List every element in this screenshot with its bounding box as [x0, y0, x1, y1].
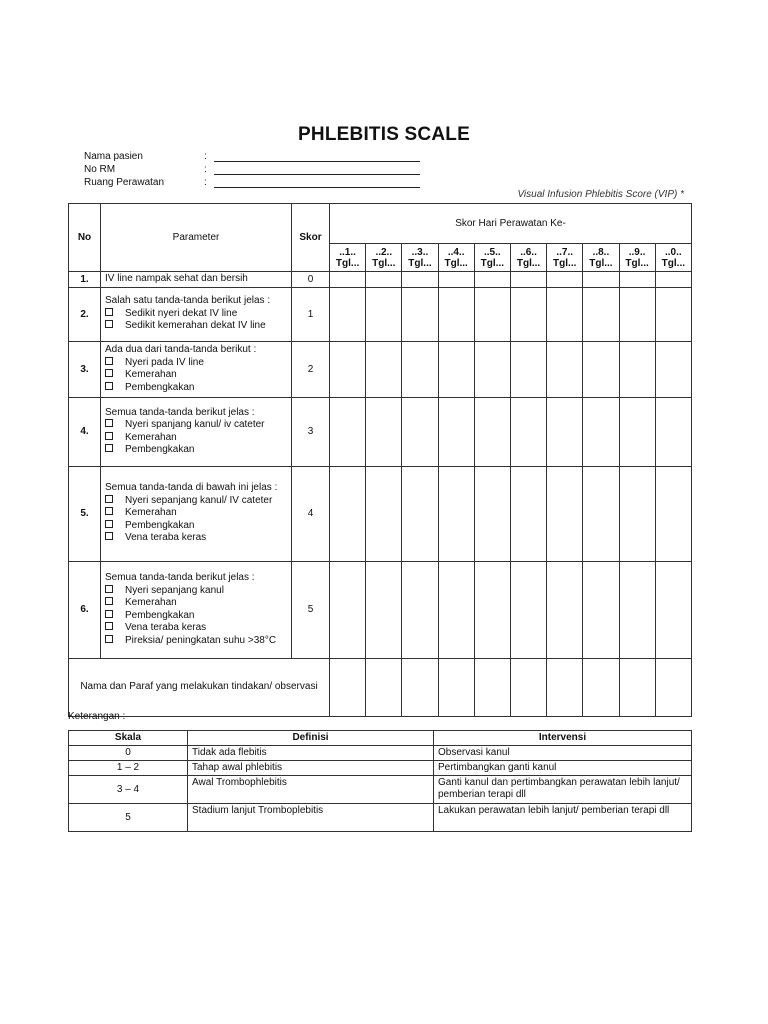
score-entry-cell[interactable]	[402, 341, 438, 397]
skor-cell: 4	[292, 466, 330, 561]
legend-intervensi: Lakukan perawatan lebih lanjut/ pemberian terapi dll	[434, 804, 692, 832]
score-entry-cell[interactable]	[510, 561, 546, 658]
signature-entry-cell[interactable]	[438, 658, 474, 716]
signature-entry-cell[interactable]	[474, 658, 510, 716]
checkbox-icon[interactable]	[105, 308, 113, 316]
day-date: Tgl...	[661, 257, 686, 269]
score-entry-cell[interactable]	[510, 397, 546, 466]
parameter-item	[105, 382, 287, 395]
day-date: Tgl...	[553, 257, 577, 269]
checkbox-icon[interactable]	[105, 419, 113, 427]
vip-note: Visual Infusion Phlebitis Score (VIP) *	[517, 189, 684, 200]
score-entry-cell[interactable]	[510, 287, 546, 341]
parameter-item-text: Kemerahan	[125, 597, 177, 608]
legend-skala: 0	[69, 746, 188, 761]
parameter-cell	[101, 466, 292, 561]
row-number: 1.	[69, 272, 101, 288]
score-entry-cell[interactable]	[583, 287, 619, 341]
score-entry-cell[interactable]	[438, 272, 474, 288]
signature-row	[69, 658, 692, 716]
score-entry-cell[interactable]	[655, 466, 691, 561]
legend-skala: 1 – 2	[69, 761, 188, 776]
day-number: ..0..	[665, 246, 682, 258]
parameter-item-text: Sedikit kemerahan dekat IV line	[125, 320, 266, 332]
score-entry-cell[interactable]	[474, 341, 510, 397]
parameter-item	[105, 357, 287, 370]
parameter-item	[105, 444, 287, 457]
day-header-cell	[583, 244, 619, 272]
fill-line[interactable]	[214, 187, 420, 188]
day-date: Tgl...	[480, 257, 505, 269]
field-nama-pasien: Nama pasien :	[84, 150, 212, 163]
parameter-item-text: Pembengkakan	[125, 381, 195, 393]
score-entry-cell[interactable]	[619, 397, 655, 466]
score-entry-cell[interactable]	[619, 466, 655, 561]
legend-definisi: Awal Trombophlebitis	[188, 776, 434, 804]
score-body	[69, 272, 692, 717]
day-date: Tgl...	[444, 257, 468, 269]
day-header-cell	[438, 244, 474, 272]
parameter-item	[105, 320, 287, 333]
legend-row	[69, 776, 692, 804]
checkbox-icon[interactable]	[105, 585, 113, 593]
parameter-item-text: Nyeri sepanjang kanul/ IV cateter	[125, 494, 273, 506]
table-row	[69, 561, 692, 658]
score-entry-cell[interactable]	[547, 287, 583, 341]
parameter-item-text: Pembengkakan	[125, 444, 195, 455]
legend-row	[69, 761, 692, 776]
score-entry-cell[interactable]	[438, 561, 474, 658]
score-entry-cell[interactable]	[402, 397, 438, 466]
signature-entry-cell[interactable]	[510, 658, 546, 716]
day-date: Tgl...	[589, 257, 613, 269]
day-header-cell	[402, 244, 438, 272]
score-entry-cell[interactable]	[474, 272, 510, 288]
parameter-item	[105, 369, 287, 382]
skor-cell: 2	[292, 341, 330, 397]
legend-skala: 5	[69, 804, 188, 832]
parameter-intro: Semua tanda-tanda berikut jelas :	[105, 572, 255, 583]
score-entry-cell[interactable]	[619, 272, 655, 288]
signature-entry-cell[interactable]	[366, 658, 402, 716]
score-entry-cell[interactable]	[583, 341, 619, 397]
header-days: Skor Hari Perawatan Ke-	[330, 204, 692, 244]
parameter-item	[105, 495, 287, 508]
score-entry-cell[interactable]	[655, 341, 691, 397]
parameter-cell	[101, 287, 292, 341]
skor-cell: 0	[292, 272, 330, 288]
checkbox-icon[interactable]	[105, 369, 113, 377]
day-date: Tgl...	[408, 257, 432, 269]
checkbox-icon[interactable]	[105, 357, 113, 365]
parameter-item	[105, 532, 287, 545]
checkbox-icon[interactable]	[105, 635, 113, 643]
checkbox-icon[interactable]	[105, 532, 113, 540]
row-number: 4.	[69, 397, 101, 466]
parameter-item-text: Pembengkakan	[125, 519, 195, 531]
score-entry-cell[interactable]	[655, 397, 691, 466]
checkbox-icon[interactable]	[105, 520, 113, 528]
parameter-item-text: Kemerahan	[125, 507, 177, 519]
score-entry-cell[interactable]	[474, 466, 510, 561]
day-number: ..3..	[411, 246, 429, 258]
score-entry-cell[interactable]	[510, 341, 546, 397]
legend-definisi: Tidak ada flebitis	[188, 746, 434, 761]
fill-line[interactable]	[214, 161, 420, 162]
field-label: Nama pasien	[84, 151, 143, 162]
parameter-item	[105, 610, 287, 623]
legend-row	[69, 746, 692, 761]
score-entry-cell[interactable]	[330, 397, 366, 466]
checkbox-icon[interactable]	[105, 622, 113, 630]
table-row	[69, 287, 692, 341]
score-entry-cell[interactable]	[438, 466, 474, 561]
day-number: ..1..	[339, 246, 356, 258]
parameter-item-text: Kemerahan	[125, 431, 177, 443]
parameter-cell	[101, 272, 292, 288]
score-entry-cell[interactable]	[366, 397, 402, 466]
parameter-item	[105, 597, 287, 610]
score-entry-cell[interactable]	[330, 466, 366, 561]
parameter-item	[105, 520, 287, 533]
parameter-item-text: Pireksia/ peningkatan suhu >38°C	[125, 634, 277, 646]
day-header-cell	[619, 244, 655, 272]
parameter-item	[105, 622, 287, 635]
table-row	[69, 397, 692, 466]
score-entry-cell[interactable]	[438, 341, 474, 397]
day-header-cell	[366, 244, 402, 272]
day-header-cell	[474, 244, 510, 272]
day-number: ..6..	[520, 246, 537, 258]
day-number: ..4..	[447, 246, 465, 258]
parameter-item-text: Nyeri sepanjang kanul	[125, 584, 224, 596]
day-header-cell	[547, 244, 583, 272]
legend-definisi: Stadium lanjut Tromboplebitis	[188, 804, 434, 832]
checkbox-icon[interactable]	[105, 610, 113, 618]
parameter-intro: Semua tanda-tanda berikut jelas :	[105, 406, 255, 418]
parameter-intro: IV line nampak sehat dan bersih	[105, 273, 248, 284]
score-entry-cell[interactable]	[547, 466, 583, 561]
day-date: Tgl...	[625, 257, 649, 269]
score-entry-cell[interactable]	[547, 272, 583, 288]
row-number: 5.	[69, 466, 101, 561]
parameter-item	[105, 507, 287, 520]
table-row	[69, 341, 692, 397]
field-label: Ruang Perawatan	[84, 177, 165, 188]
signature-entry-cell[interactable]	[655, 658, 691, 716]
row-number: 3.	[69, 341, 101, 397]
checkbox-icon[interactable]	[105, 507, 113, 515]
score-entry-cell[interactable]	[402, 272, 438, 288]
score-entry-cell[interactable]	[655, 561, 691, 658]
signature-entry-cell[interactable]	[547, 658, 583, 716]
score-entry-cell[interactable]	[583, 397, 619, 466]
legend-header-skala: Skala	[69, 731, 188, 746]
header-parameter: Parameter	[101, 204, 292, 272]
day-number: ..7..	[556, 246, 574, 258]
score-entry-cell[interactable]	[510, 466, 546, 561]
score-entry-cell[interactable]	[330, 561, 366, 658]
day-date: Tgl...	[516, 257, 541, 269]
score-entry-cell[interactable]	[583, 272, 619, 288]
parameter-intro: Salah satu tanda-tanda berikut jelas :	[105, 295, 271, 307]
checkbox-icon[interactable]	[105, 597, 113, 605]
skor-cell: 5	[292, 561, 330, 658]
day-header-cell	[510, 244, 546, 272]
parameter-item	[105, 432, 287, 445]
score-entry-cell[interactable]	[474, 287, 510, 341]
day-number: ..5..	[484, 246, 501, 258]
field-ruang-perawatan: Ruang Perawatan :	[84, 176, 212, 189]
checkbox-icon[interactable]	[105, 432, 113, 440]
parameter-item	[105, 635, 287, 648]
parameter-item-text: Vena teraba keras	[125, 622, 207, 633]
score-entry-cell[interactable]	[402, 287, 438, 341]
parameter-item-text: Vena teraba keras	[125, 532, 207, 544]
score-entry-cell[interactable]	[438, 287, 474, 341]
legend-header-intervensi: Intervensi	[434, 731, 692, 746]
legend-header-definisi: Definisi	[188, 731, 434, 746]
header-skor: Skor	[292, 204, 330, 272]
day-number: ..9..	[628, 246, 646, 258]
score-entry-cell[interactable]	[438, 397, 474, 466]
day-date: Tgl...	[335, 257, 360, 269]
phlebitis-score-table	[68, 203, 692, 717]
score-entry-cell[interactable]	[402, 561, 438, 658]
signature-entry-cell[interactable]	[402, 658, 438, 716]
score-entry-cell[interactable]	[583, 561, 619, 658]
field-no-rm: No RM :	[84, 163, 212, 176]
score-entry-cell[interactable]	[547, 341, 583, 397]
day-date: Tgl...	[372, 257, 396, 269]
parameter-cell	[101, 561, 292, 658]
score-entry-cell[interactable]	[330, 272, 366, 288]
score-entry-cell[interactable]	[474, 561, 510, 658]
score-entry-cell[interactable]	[655, 272, 691, 288]
skor-cell: 3	[292, 397, 330, 466]
keterangan-label: Keterangan :	[68, 711, 126, 722]
checkbox-icon[interactable]	[105, 444, 113, 452]
legend-body	[69, 746, 692, 832]
score-entry-cell[interactable]	[510, 272, 546, 288]
signature-entry-cell[interactable]	[583, 658, 619, 716]
parameter-item	[105, 419, 287, 432]
score-entry-cell[interactable]	[474, 397, 510, 466]
parameter-cell	[101, 341, 292, 397]
signature-entry-cell[interactable]	[330, 658, 366, 716]
day-header-cell	[655, 244, 691, 272]
field-label: No RM	[84, 164, 116, 175]
parameter-item-text: Nyeri pada IV line	[125, 356, 204, 368]
score-entry-cell[interactable]	[366, 561, 402, 658]
parameter-cell	[101, 397, 292, 466]
score-entry-cell[interactable]	[366, 466, 402, 561]
legend-skala: 3 – 4	[69, 776, 188, 804]
score-entry-cell[interactable]	[330, 341, 366, 397]
legend-table	[68, 730, 692, 832]
score-entry-cell[interactable]	[330, 287, 366, 341]
score-entry-cell[interactable]	[547, 397, 583, 466]
parameter-intro: Ada dua dari tanda-tanda berikut :	[105, 344, 257, 355]
parameter-item-text: Pembengkakan	[125, 609, 195, 621]
parameter-item-text: Sedikit nyeri dekat IV line	[125, 307, 238, 319]
legend-definisi: Tahap awal phlebitis	[188, 761, 434, 776]
header-no: No	[69, 204, 101, 272]
parameter-item	[105, 308, 287, 321]
page-title: PHLEBITIS SCALE	[298, 124, 470, 145]
legend-intervensi: Pertimbangkan ganti kanul	[434, 761, 692, 776]
row-number: 6.	[69, 561, 101, 658]
legend-intervensi: Observasi kanul	[434, 746, 692, 761]
parameter-item	[105, 585, 287, 598]
score-entry-cell[interactable]	[547, 561, 583, 658]
day-header-cell	[330, 244, 366, 272]
day-number: ..8..	[592, 246, 610, 258]
table-row	[69, 272, 692, 288]
parameter-item-text: Nyeri spanjang kanul/ iv cateter	[125, 419, 265, 430]
score-entry-cell[interactable]	[366, 287, 402, 341]
checkbox-icon[interactable]	[105, 382, 113, 390]
row-number: 2.	[69, 287, 101, 341]
parameter-intro: Semua tanda-tanda di bawah ini jelas :	[105, 482, 278, 494]
score-entry-cell[interactable]	[619, 341, 655, 397]
skor-cell: 1	[292, 287, 330, 341]
score-entry-cell[interactable]	[583, 466, 619, 561]
day-number: ..2..	[375, 246, 393, 258]
table-row	[69, 466, 692, 561]
checkbox-icon[interactable]	[105, 320, 113, 328]
legend-row	[69, 804, 692, 832]
score-entry-cell[interactable]	[402, 466, 438, 561]
score-entry-cell[interactable]	[619, 561, 655, 658]
score-entry-cell[interactable]	[366, 272, 402, 288]
legend-intervensi: Ganti kanul dan pertimbangkan perawatan lebih lanjut/ pemberian terapi dll	[434, 776, 692, 804]
parameter-item-text: Kemerahan	[125, 369, 177, 380]
score-entry-cell[interactable]	[655, 287, 691, 341]
score-entry-cell[interactable]	[366, 341, 402, 397]
checkbox-icon[interactable]	[105, 495, 113, 503]
fill-line[interactable]	[214, 174, 420, 175]
signature-label: Nama dan Paraf yang melakukan tindakan/ observasi	[69, 658, 330, 716]
score-entry-cell[interactable]	[619, 287, 655, 341]
signature-entry-cell[interactable]	[619, 658, 655, 716]
